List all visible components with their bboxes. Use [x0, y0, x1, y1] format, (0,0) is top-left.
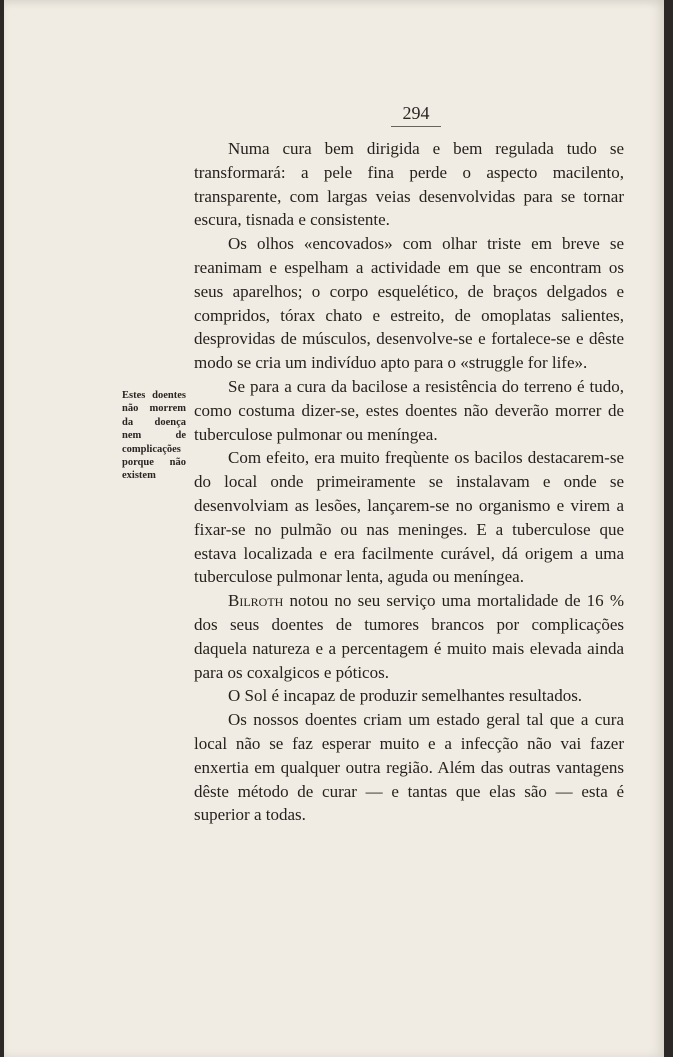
body-text — [194, 137, 624, 827]
paragraph: Com efeito, era muito freqùente os bacilos destacarem-se do local onde primeiramente se instalavam e onde se desenvolviam as lesões, lançarem-se no organismo e virem a fixar-se no pulmão ou nas meninges. E a tuberculose que estava localizada e era facilmente curável, dá origem a uma tuberculose pulmonar lenta, aguda ou meníngea. — [194, 448, 624, 587]
author-name: Bilroth — [228, 591, 284, 611]
paragraph-text: notou no seu serviço uma mortalidade de 16 % dos seus doentes de tumores brancos por complicações daquela natureza e a percentagem é muito mais elevada ainda para os coxalgicos e póticos. — [194, 591, 624, 682]
paragraph: Se para a cura da bacilose a resistência do terreno é tudo, como costuma dizer-se, estes doentes não deverão morrer de tuberculose pulmonar ou meníngea. — [194, 376, 624, 444]
page-number: 294 — [391, 103, 441, 127]
paragraph: Os nossos doentes criam um estado geral tal que a cura local não se faz esperar muito e a infecção não vai fazer enxertia em qualquer outra região. Além das outras vantagens dêste método de curar — e tantas que elas são — esta é superior a todas. — [194, 710, 624, 825]
book-page — [4, 0, 664, 1057]
paragraph: Os olhos «encovados» com olhar triste em breve se reanimam e espelham a actividade em que se encontram os seus aparelhos; o corpo esquelético, de braços delgados e compridos, tórax chato e estreito, de omoplatas salientes, desprovidas de músculos, desenvolve-se e fortalece-se e dêste modo se cria um indivíduo apto para o «struggle for life». — [194, 234, 624, 373]
paragraph — [194, 589, 624, 684]
margin-note: Estes doentes não morrem da doença nem de complicações porque não existem — [122, 390, 186, 482]
paragraph: Numa cura bem dirigida e bem regulada tudo se transformará: a pele fina perde o aspecto macilento, transparente, com largas veias desenvolvidas para se tornar escura, tisnada e consistente. — [194, 139, 624, 230]
paragraph: O Sol é incapaz de produzir semelhantes resultados. — [228, 686, 583, 706]
